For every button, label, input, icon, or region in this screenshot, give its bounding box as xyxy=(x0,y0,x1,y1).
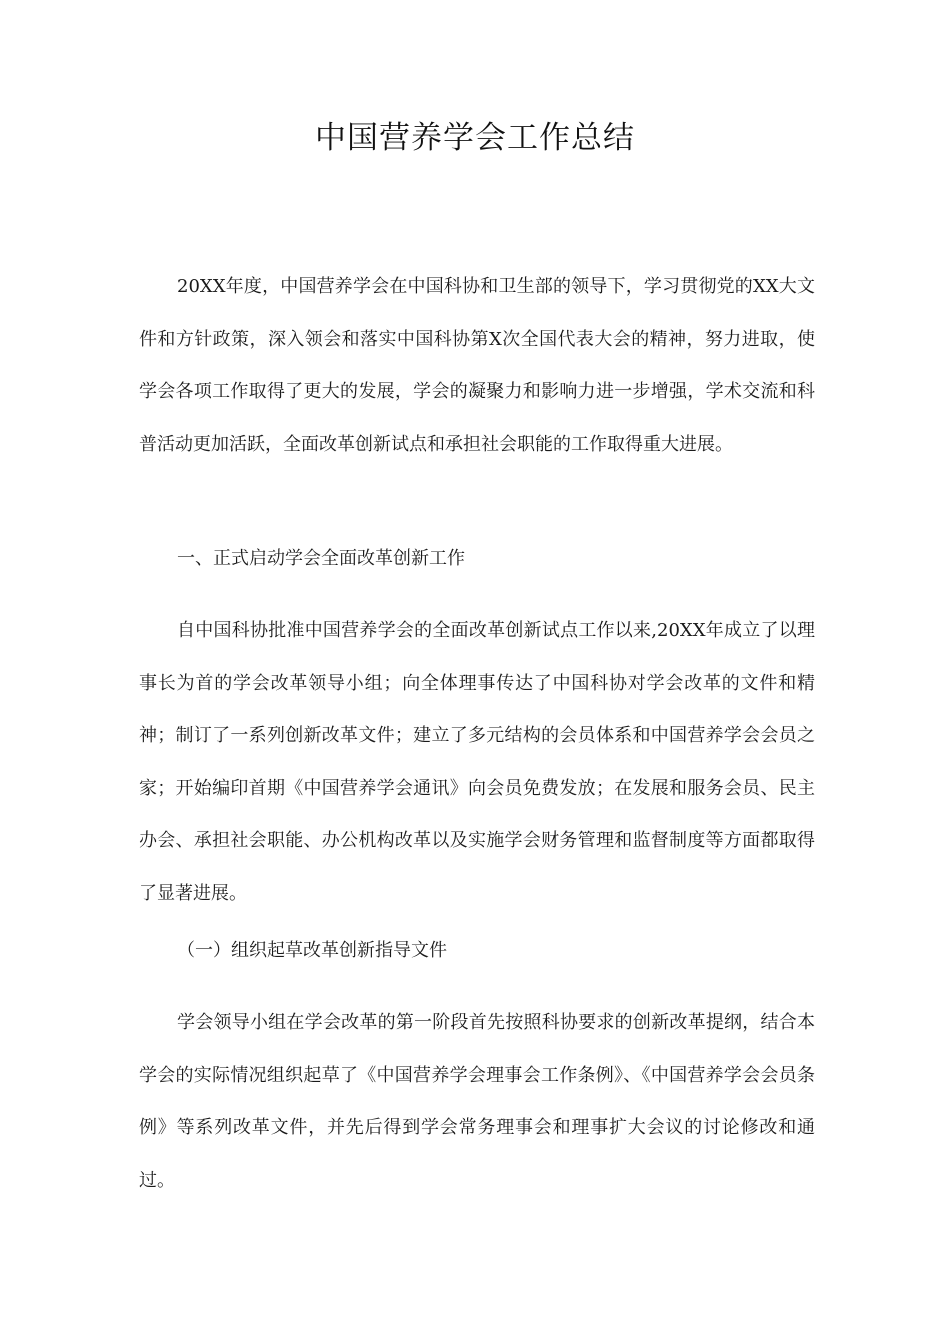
body-paragraph: 学会领导小组在学会改革的第一阶段首先按照科协要求的创新改革提纲，结合本学会的实际情况组织起草了《中国营养学会理事会工作条例》、《中国营养学会会员条例》等系列改革文件，并先后得到学会常务理事会和理事扩大会议的讨论修改和通过。 xyxy=(139,1012,815,1191)
subsection-heading: （一）组织起草改革创新指导文件 xyxy=(177,940,447,961)
section-heading: 一、正式启动学会全面改革创新工作 xyxy=(177,548,465,569)
body-paragraph: 自中国科协批准中国营养学会的全面改革创新试点工作以来,20XX年成立了以理事长为首的学会改革领导小组；向全体理事传达了中国科协对学会改革的文件和精神；制订了一系列创新改革文件；建立了多元结构的会员体系和中国营养学会会员之家；开始编印首期《中国营养学会通讯》向会员免费发放；在发展和服务会员、民主办会、承担社会职能、办公机构改革以及实施学会财务管理和监督制度等方面都取得了显著进展。 xyxy=(139,620,815,904)
body-paragraph: 20XX年度，中国营养学会在中国科协和卫生部的领导下，学习贯彻党的XX大文件和方针政策，深入领会和落实中国科协第X次全国代表大会的精神，努力进取，使学会各项工作取得了更大的发展，学会的凝聚力和影响力进一步增强，学术交流和科普活动更加活跃，全面改革创新试点和承担社会职能的工作取得重大进展。 xyxy=(139,276,815,455)
document-title: 中国营养学会工作总结 xyxy=(315,120,635,156)
